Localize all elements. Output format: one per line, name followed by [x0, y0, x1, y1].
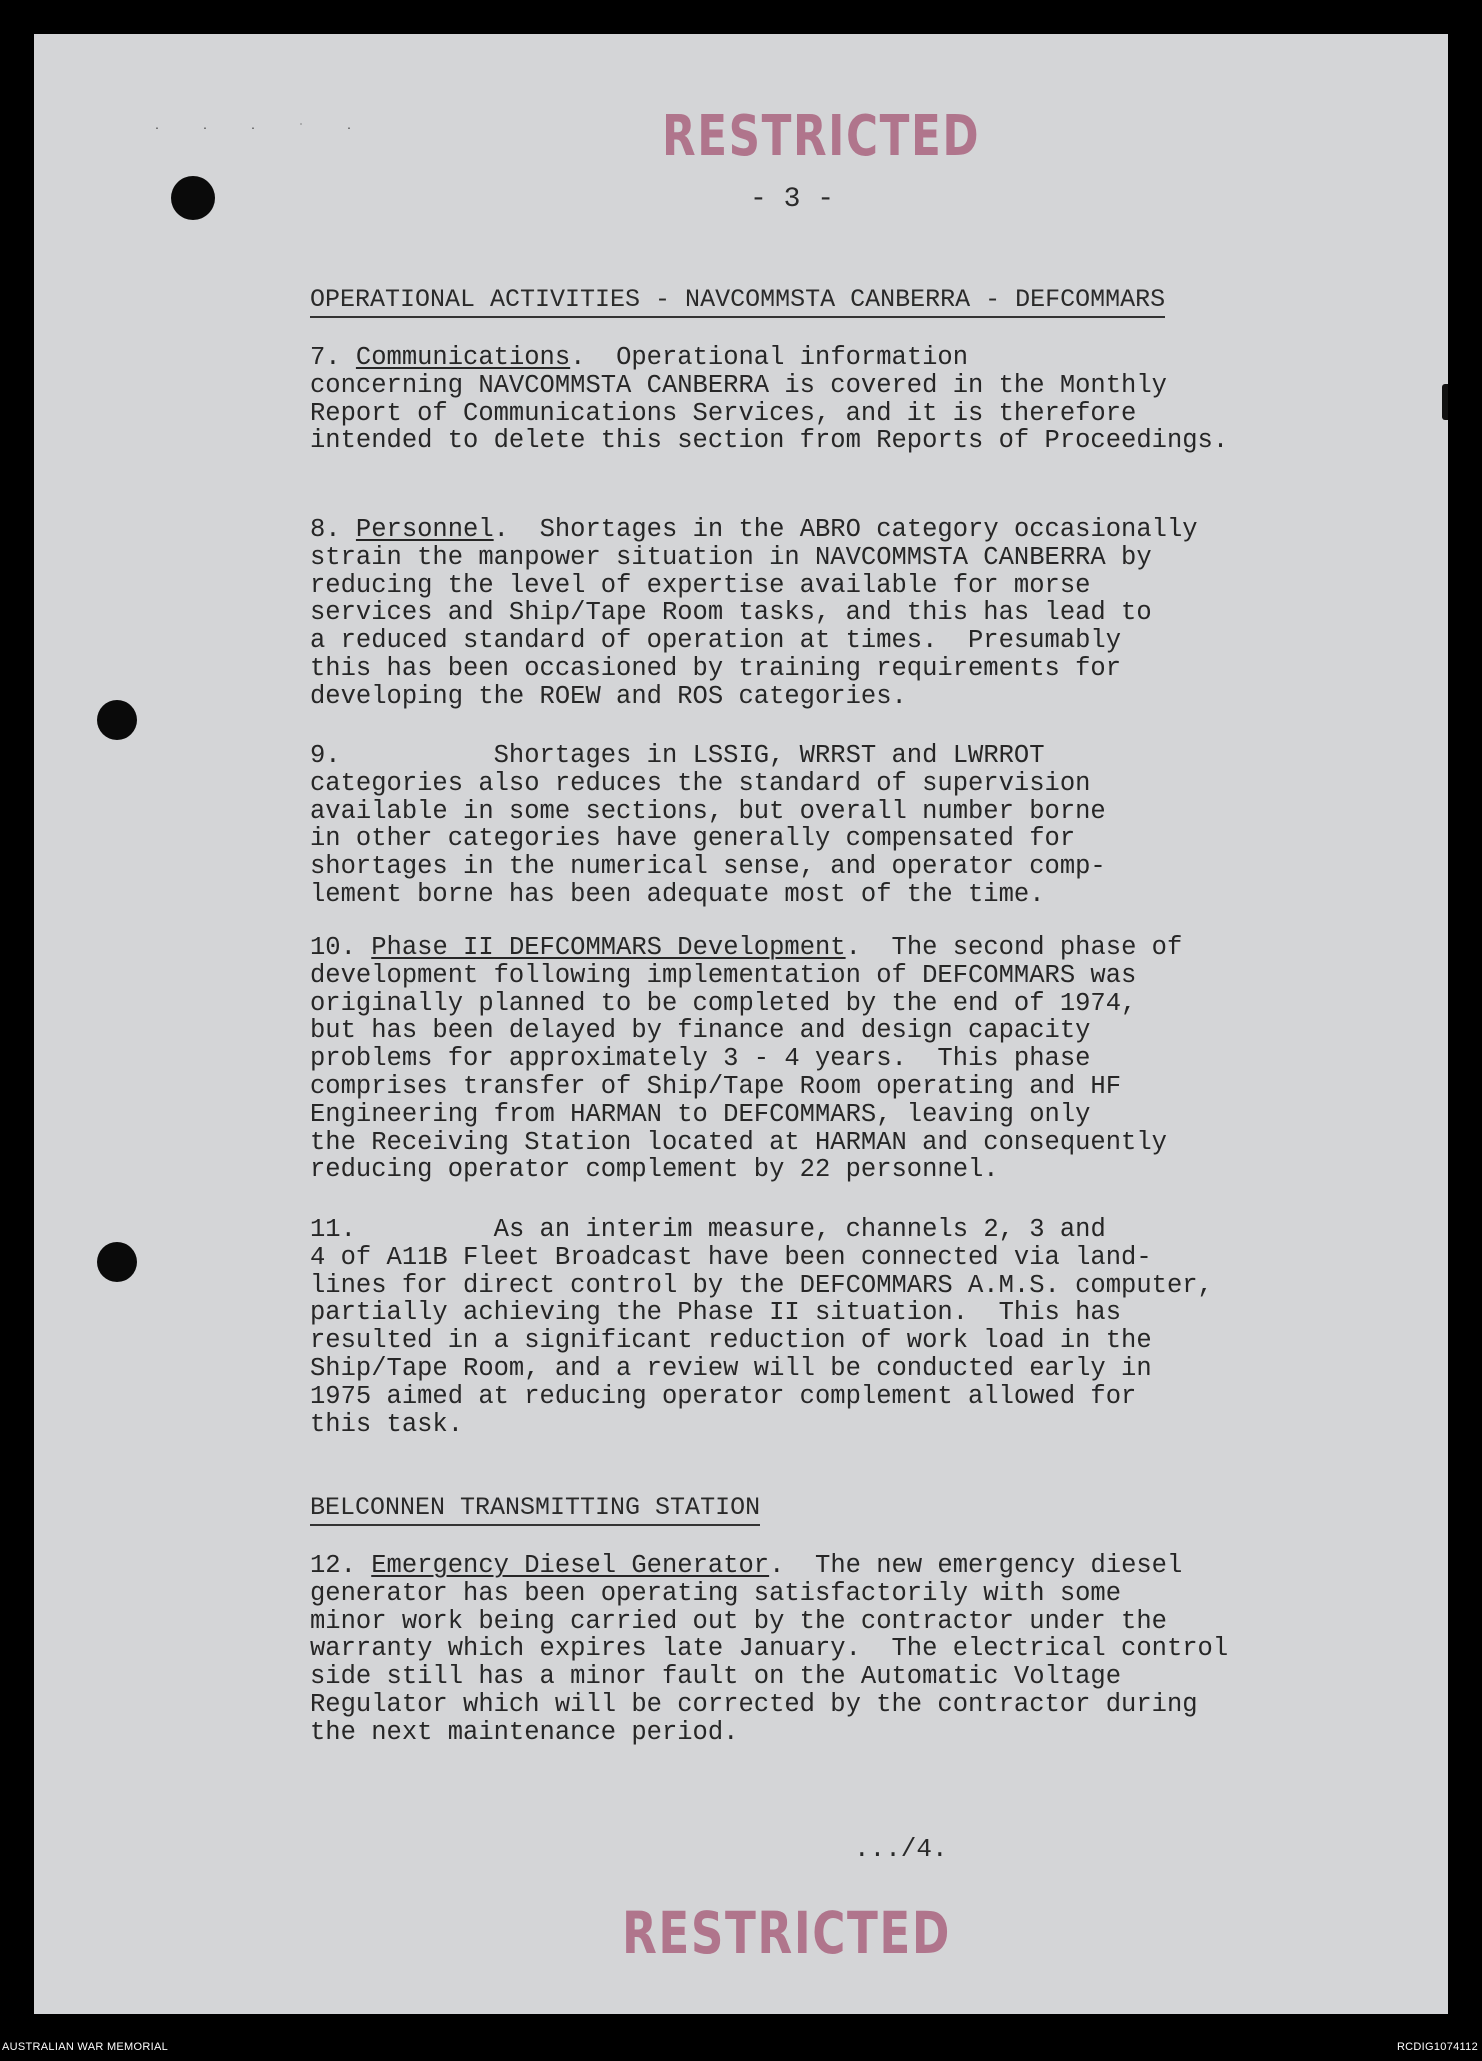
paragraph-number: 8. [310, 515, 341, 544]
edge-mark [1442, 384, 1448, 420]
paragraph-number: 9. [310, 741, 341, 770]
continuation-marker: .../4. [854, 1834, 948, 1864]
restricted-stamp-top: RESTRICTED [662, 104, 981, 169]
footer-source: AUSTRALIAN WAR MEMORIAL [2, 2041, 169, 2053]
punch-hole-lower [97, 1242, 137, 1282]
punch-hole-middle [97, 700, 137, 740]
paragraph-number: 12. [310, 1551, 356, 1580]
paragraph-7 [310, 344, 1390, 455]
footer-record-id: RCDIG1074112 [1396, 2041, 1478, 2053]
paragraph-text: . The second phase of development following implementation of DEFCOMMARS was originally planned to be completed by the end of 1974, but has been delayed by finance and design capacity problems for approximately 3 - 4 years. This phase comprises transfer of Ship/Tape Room operating and HF Engineering from HARMAN to DEFCOMMARS, leaving only the Receiving Station located at HARMAN and consequently reducing operator complement by 22 personnel. [310, 933, 1183, 1185]
paragraph-text: . The new emergency diesel generator has been operating satisfactorily with some minor work being carried out by the contractor under the warranty which expires late January. The electrical control side still has a minor fault on the Automatic Voltage Regulator which will be corrected by the contractor during the next maintenance period. [310, 1551, 1229, 1747]
paragraph-title: Communications [355, 343, 571, 372]
paragraph-11 [310, 1216, 1390, 1438]
paragraph-number: 7. [310, 343, 341, 372]
paragraph-title: Phase II DEFCOMMARS Development [371, 933, 846, 962]
paragraph-number: 10. [310, 933, 356, 962]
document-page [34, 34, 1448, 2014]
paragraph-10 [310, 934, 1390, 1184]
restricted-stamp-bottom: RESTRICTED [622, 1899, 951, 1967]
paragraph-number: 11. [310, 1215, 356, 1244]
section-heading-belconnen: BELCONNEN TRANSMITTING STATION [310, 1494, 760, 1526]
punch-hole-top [171, 176, 215, 220]
paper-specks: · · · ˙ · [154, 124, 371, 135]
paragraph-title: Personnel [355, 515, 494, 544]
paragraph-text: . Operational information concerning NAVCOMMSTA CANBERRA is covered in the Monthly Report of Communications Services, and it is therefore intended to delete this section from Reports of Proceedings. [310, 343, 1229, 456]
paragraph-12 [310, 1552, 1390, 1747]
page-number: - 3 - [750, 184, 835, 215]
paragraph-9 [310, 742, 1390, 909]
paragraph-text: As an interim measure, channels 2, 3 and 4 of A11B Fleet Broadcast have been connected via land- lines for direct control by the DEFCOMMARS A.M.S. computer, partially achieving the Phase II situation. This has resulted in a significant reduction of work load in the Ship/Tape Room, and a review will be conducted early in 1975 aimed at reducing operator complement allowed for this task. [310, 1215, 1213, 1439]
section-heading-operational: OPERATIONAL ACTIVITIES - NAVCOMMSTA CANBERRA - DEFCOMMARS [310, 286, 1165, 318]
paragraph-title: Emergency Diesel Generator [371, 1551, 770, 1580]
paragraph-text: . Shortages in the ABRO category occasionally strain the manpower situation in NAVCOMMSTA CANBERRA by reducing the level of expertise available for morse services and Ship/Tape Room tasks, and this has lead to a reduced standard of operation at times. Presumably this has been occasioned by training requirements for developing the ROEW and ROS categories. [310, 515, 1198, 711]
paragraph-8 [310, 516, 1390, 711]
paragraph-text: Shortages in LSSIG, WRRST and LWRROT categories also reduces the standard of supervision available in some sections, but overall number borne in other categories have generally compensated for shortages in the numerical sense, and operator comp- lement borne has been adequate most of the time. [310, 741, 1106, 909]
